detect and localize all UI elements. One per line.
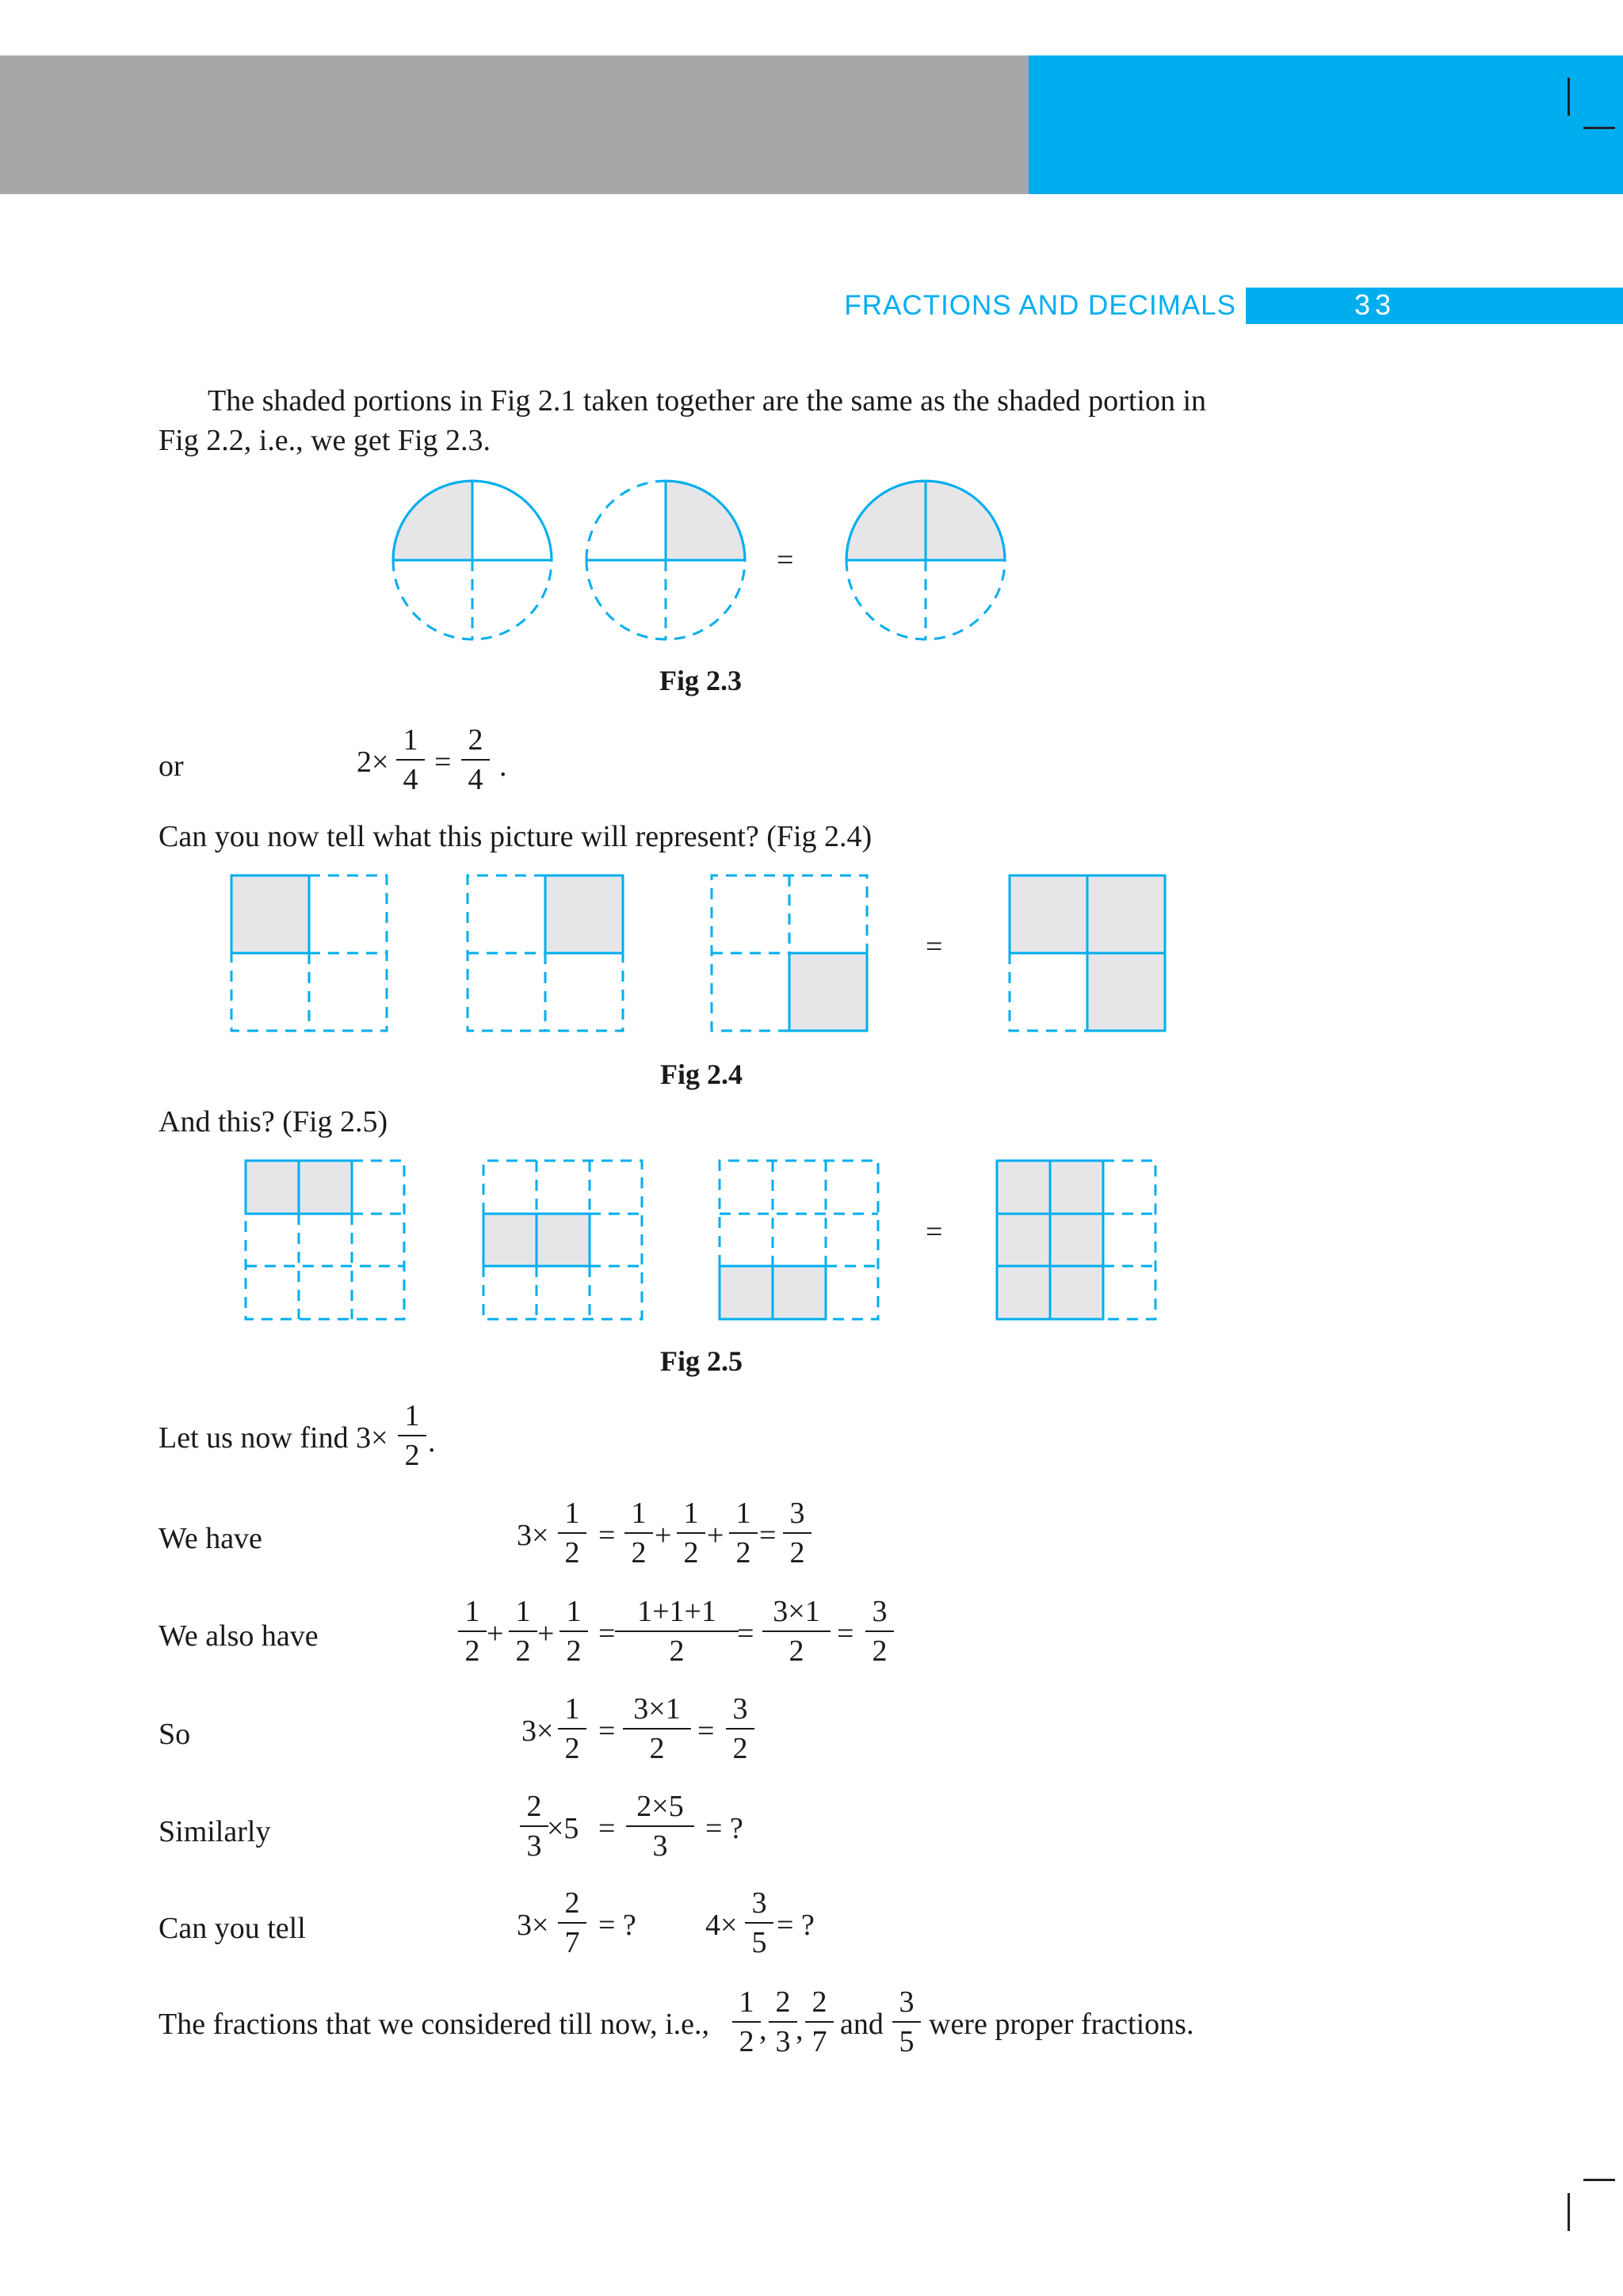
row-so-frac-1: 1 2 xyxy=(548,1691,596,1766)
crop-mark-top-vertical xyxy=(1568,78,1570,116)
fig-2-5-grids xyxy=(0,1153,1623,1327)
row-similarly-eq-1: = xyxy=(598,1812,616,1845)
row-can-tell-question-1: = ? xyxy=(598,1909,636,1942)
fig-2-3-circle-1 xyxy=(393,481,552,639)
row-can-tell-label: Can you tell xyxy=(158,1912,306,1945)
fig-2-4-caption: Fig 2.4 xyxy=(660,1058,743,1090)
row-can-tell-question-2: = ? xyxy=(777,1909,815,1942)
row-also-frac-3: 1 2 xyxy=(550,1594,598,1669)
crop-mark-bottom-horizontal xyxy=(1583,2179,1615,2181)
crop-mark-bottom-vertical xyxy=(1568,2193,1570,2231)
final-comma-1: , xyxy=(759,2013,767,2046)
fig-2-3-circle-3 xyxy=(846,481,1005,639)
row-also-frac-5: 3×1 2 xyxy=(753,1594,840,1669)
row-also-frac-1: 1 2 xyxy=(449,1594,496,1669)
fig-2-4-square-2 xyxy=(468,875,623,1031)
row-we-have-plus-1: + xyxy=(655,1519,672,1552)
row-can-tell-int-1: 3× xyxy=(517,1909,549,1942)
or-eq-int: 2× xyxy=(357,746,389,779)
row-we-have-frac-3: 1 2 xyxy=(667,1496,715,1570)
final-frac-2: 2 3 xyxy=(759,1985,807,2059)
paragraph-line-2: Fig 2.2, i.e., we get Fig 2.3. xyxy=(158,424,491,457)
row-so-eq-1: = xyxy=(598,1714,616,1748)
final-frac-4: 3 5 xyxy=(883,1985,930,2059)
row-we-have-frac-5: 3 2 xyxy=(773,1496,821,1570)
row-similarly-question: = ? xyxy=(705,1812,743,1845)
crop-mark-top-horizontal xyxy=(1583,127,1615,129)
row-so-eq-2: = xyxy=(697,1714,715,1748)
row-so-frac-2: 3×1 2 xyxy=(613,1691,701,1766)
row-so-frac-3: 3 2 xyxy=(716,1691,764,1766)
row-similarly-frac-2: 2×5 3 xyxy=(617,1789,704,1863)
or-eq-equals: = xyxy=(434,746,452,779)
row-also-eq-3: = xyxy=(837,1617,854,1650)
page-number: 33 xyxy=(1354,288,1396,321)
paragraph-line-1: The shaded portions in Fig 2.1 taken together are the same as the shaded portion in xyxy=(208,384,1207,418)
row-we-have-frac-1: 1 2 xyxy=(548,1496,596,1570)
row-so-label: So xyxy=(158,1718,191,1751)
final-frac-1: 1 2 xyxy=(723,1985,770,2059)
find-frac: 1 2 xyxy=(388,1398,436,1473)
row-we-have-plus-2: + xyxy=(707,1519,724,1552)
row-also-plus-1: + xyxy=(487,1617,504,1650)
row-we-have-eq-2: = xyxy=(759,1519,777,1552)
fig-2-4-square-3 xyxy=(712,875,867,1031)
fig-2-5-grid-3 xyxy=(720,1161,878,1319)
running-head: FRACTIONS AND DECIMALS xyxy=(844,290,1236,321)
find-text: Let us now find 3× xyxy=(158,1421,388,1455)
row-so-int: 3× xyxy=(521,1714,554,1748)
or-eq-frac-2: 2 4 xyxy=(452,723,499,797)
row-also-frac-6: 3 2 xyxy=(856,1594,903,1669)
fig-2-4-square-4 xyxy=(1010,875,1165,1031)
fig-2-5-caption: Fig 2.5 xyxy=(660,1345,743,1377)
final-frac-3: 2 7 xyxy=(796,1985,843,2059)
row-also-frac-4: 1+1+1 2 xyxy=(605,1594,748,1669)
final-and: and xyxy=(840,2008,884,2041)
row-similarly-label: Similarly xyxy=(158,1815,271,1848)
row-can-tell-int-2: 4× xyxy=(705,1909,738,1942)
row-we-have-label: We have xyxy=(158,1522,262,1555)
final-text-post: were proper fractions. xyxy=(929,2008,1194,2041)
fig-2-4-square-1 xyxy=(231,875,387,1031)
row-also-plus-2: + xyxy=(537,1617,555,1650)
or-eq-frac-1: 1 4 xyxy=(387,723,434,797)
final-comma-2: , xyxy=(796,2013,804,2046)
fig-2-4-equals: = xyxy=(926,930,943,963)
row-also-label: We also have xyxy=(158,1619,319,1653)
find-period: . xyxy=(428,1425,436,1459)
row-similarly-frac-1: 2 3 xyxy=(510,1789,558,1863)
row-we-have-frac-2: 1 2 xyxy=(615,1496,663,1570)
question-fig-2-4: Can you now tell what this picture will represent? (Fig 2.4) xyxy=(158,820,873,853)
page-number-bar xyxy=(1246,288,1623,324)
fig-2-5-equals: = xyxy=(926,1215,943,1249)
fig-2-5-grid-4 xyxy=(997,1161,1155,1319)
fig-2-4-squares xyxy=(0,868,1623,1042)
row-similarly-times: ×5 xyxy=(547,1812,579,1845)
fig-2-5-grid-2 xyxy=(483,1161,642,1319)
or-label: or xyxy=(158,749,184,783)
row-we-have-int: 3× xyxy=(517,1519,549,1552)
row-can-tell-frac-1: 2 7 xyxy=(548,1886,596,1960)
fig-2-5-grid-1 xyxy=(246,1161,404,1319)
row-also-eq-2: = xyxy=(737,1617,754,1650)
fig-2-3-caption: Fig 2.3 xyxy=(659,665,742,696)
fig-2-3-circle-2 xyxy=(586,481,745,639)
row-we-have-frac-4: 1 2 xyxy=(720,1496,767,1570)
row-also-eq-1: = xyxy=(598,1617,616,1650)
question-fig-2-5: And this? (Fig 2.5) xyxy=(158,1105,388,1138)
row-we-have-eq: = xyxy=(598,1519,616,1552)
fig-2-3-circles xyxy=(0,467,1623,673)
final-text-pre: The fractions that we considered till now, i.e., xyxy=(158,2008,710,2041)
header-band-blue xyxy=(1029,55,1623,194)
header-band-gray xyxy=(0,55,1029,194)
row-also-frac-2: 1 2 xyxy=(499,1594,547,1669)
row-can-tell-frac-2: 3 5 xyxy=(735,1886,783,1960)
or-eq-period: . xyxy=(499,749,507,783)
fig-2-3-equals: = xyxy=(777,543,794,577)
